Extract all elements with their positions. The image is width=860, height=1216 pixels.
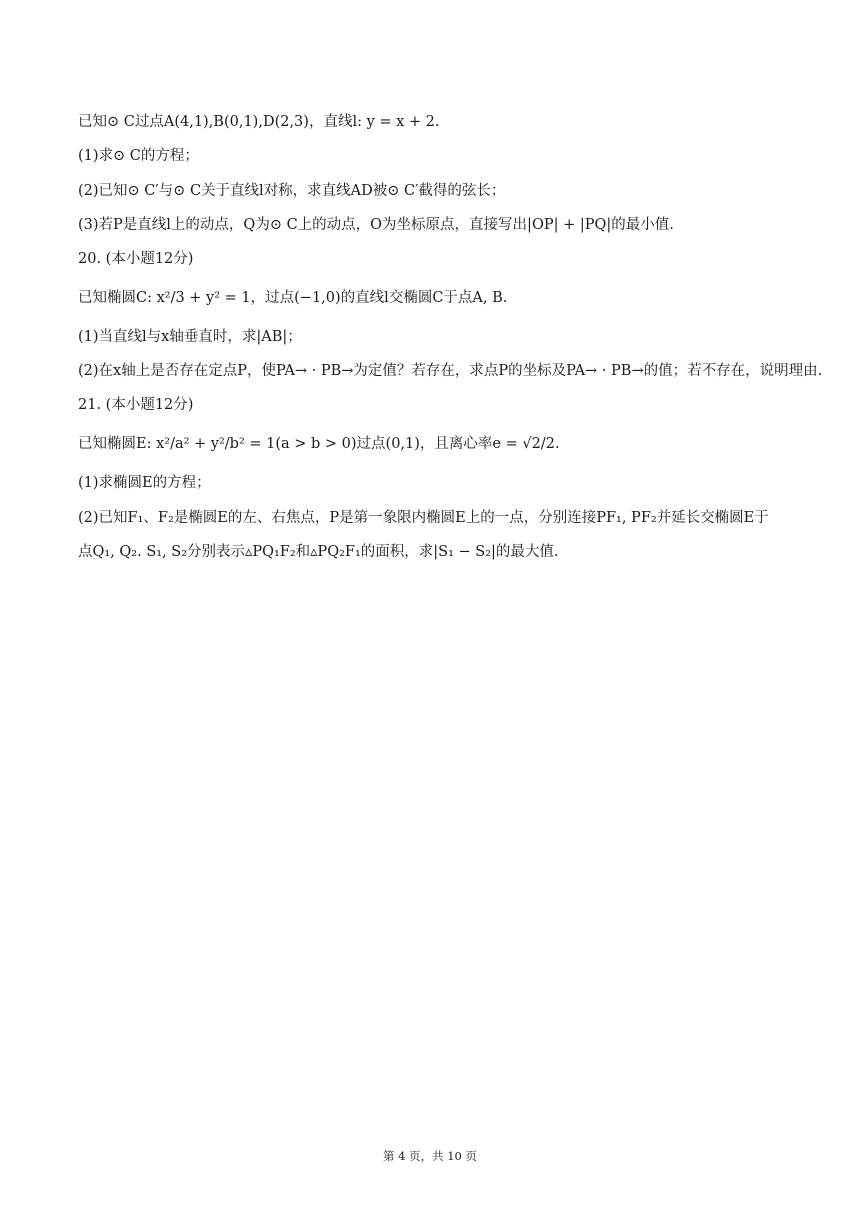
problem19-part1: (1)求⊙ C的方程；: [78, 148, 199, 164]
problem19-statement: 已知⊙ C过点A(4,1),B(0,1),D(2,3)，直线l: y = x + 2.: [78, 114, 440, 130]
problem20-part2: (2)在x轴上是否存在定点P，使PA→ · PB→为定值？若存在，求点P的坐标及PA→ · PB→的值；若不存在，说明理由.: [78, 363, 823, 379]
problem20-header: 20. (本小题12分): [78, 251, 194, 267]
problem20-part1: (1)当直线l与x轴垂直时，求|AB|；: [78, 329, 302, 345]
problem21-part2-line2: 点Q₁, Q₂. S₁, S₂分别表示▵PQ₁F₂和▵PQ₂F₁的面积，求|S₁ − S₂|的最大值.: [78, 544, 559, 560]
page-footer: 第 4 页，共 10 页: [382, 1149, 478, 1163]
problem21-header: 21. (本小题12分): [78, 397, 194, 413]
problem19-part3: (3)若P是直线l上的动点，Q为⊙ C上的动点，O为坐标原点，直接写出|OP| + |PQ|的最小值.: [78, 217, 674, 233]
problem21-part1: (1)求椭圆E的方程；: [78, 475, 211, 491]
problem20-statement: 已知椭圆C: x²/3 + y² = 1，过点(−1,0)的直线l交椭圆C于点A, B.: [78, 290, 508, 306]
problem19-part2: (2)已知⊙ C′与⊙ C关于直线l对称，求直线AD被⊙ C′截得的弦长；: [78, 183, 506, 199]
problem21-part2-line1: (2)已知F₁、F₂是椭圆E的左、右焦点，P是第一象限内椭圆E上的一点，分别连接PF₁, PF₂并延长交椭圆E于: [78, 510, 769, 526]
problem21-statement: 已知椭圆E: x²/a² + y²/b² = 1(a > b > 0)过点(0,1)，且离心率e = √2/2.: [78, 436, 560, 452]
